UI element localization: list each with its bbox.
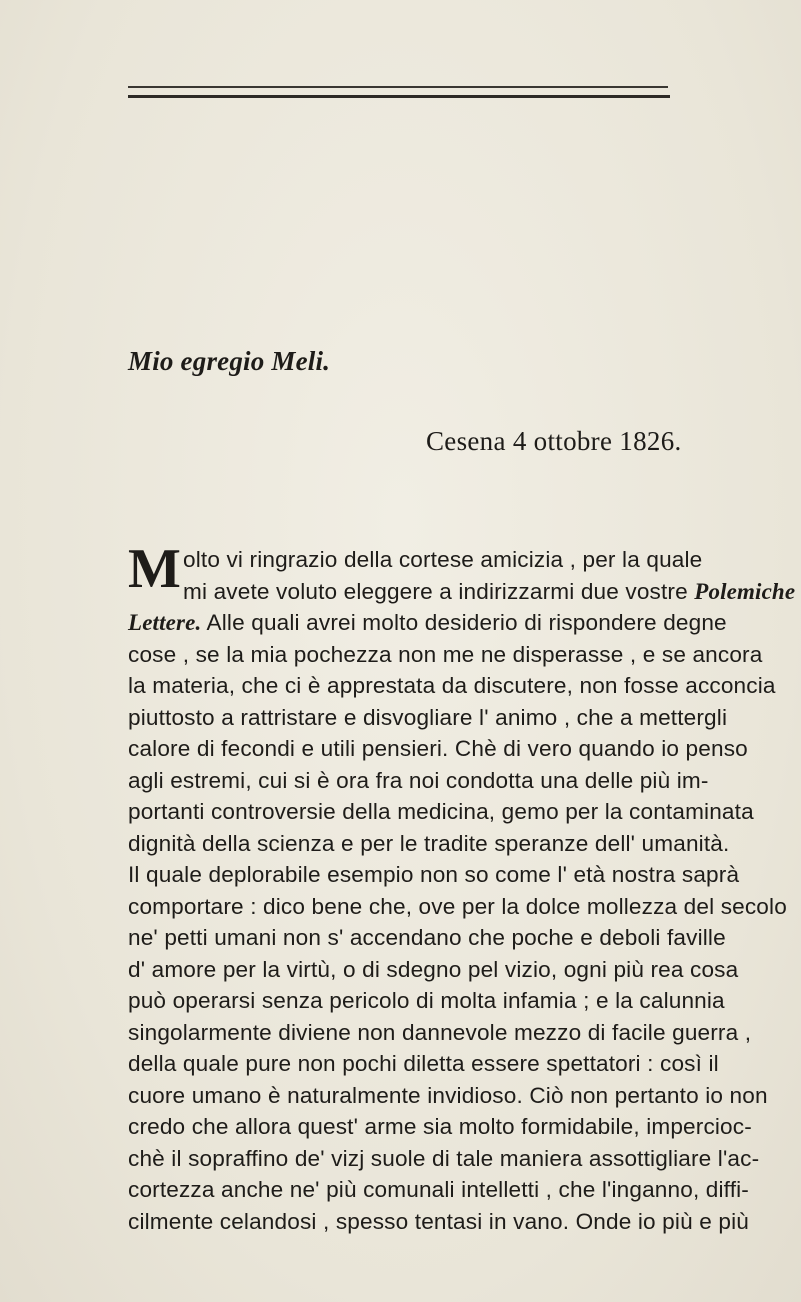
- body-line: cuore umano è naturalmente invidioso. Ciò non pertanto io non: [128, 1082, 768, 1108]
- drop-cap: M: [128, 538, 182, 600]
- body-line: comportare : dico bene che, ove per la dolce mollezza del secolo: [128, 893, 787, 919]
- header-rule-thin: [128, 86, 668, 88]
- body-line: dignità della scienza e per le tradite speranze dell' umanità.: [128, 830, 730, 856]
- work-title-polemiche: Polemiche: [694, 578, 796, 604]
- body-line-3: Lettere. Alle quali avrei molto desiderio di rispondere degne: [128, 610, 727, 635]
- body-line: la materia, che ci è apprestata da discutere, non fosse acconcia: [128, 673, 776, 698]
- header-rule-thick: [128, 95, 670, 98]
- body-line: singolarmente diviene non dannevole mezzo di facile guerra ,: [128, 1019, 752, 1045]
- body-line: cortezza anche ne' più comunali intelletti , che l'inganno, diffi-: [128, 1177, 749, 1202]
- body-line: piuttosto a rattristare e disvogliare l' animo , che a mettergli: [128, 704, 728, 730]
- letter-body: [128, 538, 796, 1237]
- body-line: credo che allora quest' arme sia molto formidabile, impercioc-: [128, 1114, 752, 1139]
- letter-salutation: Mio egregio Meli.: [128, 346, 331, 376]
- body-line: portanti controversie della medicina, gemo per la contaminata: [128, 799, 754, 824]
- work-title-lettere: Lettere.: [128, 610, 202, 635]
- body-line: può operarsi senza pericolo di molta infamia ; e la calunnia: [128, 988, 725, 1013]
- body-line: cilmente celandosi , spesso tentasi in vano. Onde io più e più: [128, 1208, 749, 1234]
- body-line: Il quale deplorabile esempio non so come l' età nostra saprà: [128, 862, 740, 887]
- body-line: chè il sopraffino de' vizj suole di tale maniera assottigliare l'ac-: [128, 1145, 760, 1171]
- body-line-1: olto vi ringrazio della cortese amicizia , per la quale: [183, 547, 703, 572]
- body-line: della quale pure non pochi diletta essere spettatori : così il: [128, 1051, 719, 1076]
- body-line: cose , se la mia pochezza non me ne disperasse , e se ancora: [128, 641, 763, 667]
- body-line-2: mi avete voluto eleggere a indirizzarmi due vostre Polemiche: [183, 578, 796, 604]
- body-line: calore di fecondi e utili pensieri. Chè di vero quando io penso: [128, 736, 748, 761]
- body-line: agli estremi, cui si è ora fra noi condotta una delle più im-: [128, 767, 709, 793]
- body-line: ne' petti umani non s' accendano che poche e deboli faville: [128, 925, 726, 950]
- body-line: d' amore per la virtù, o di sdegno pel vizio, ogni più rea cosa: [128, 956, 739, 982]
- letter-dateline: Cesena 4 ottobre 1826.: [426, 426, 682, 456]
